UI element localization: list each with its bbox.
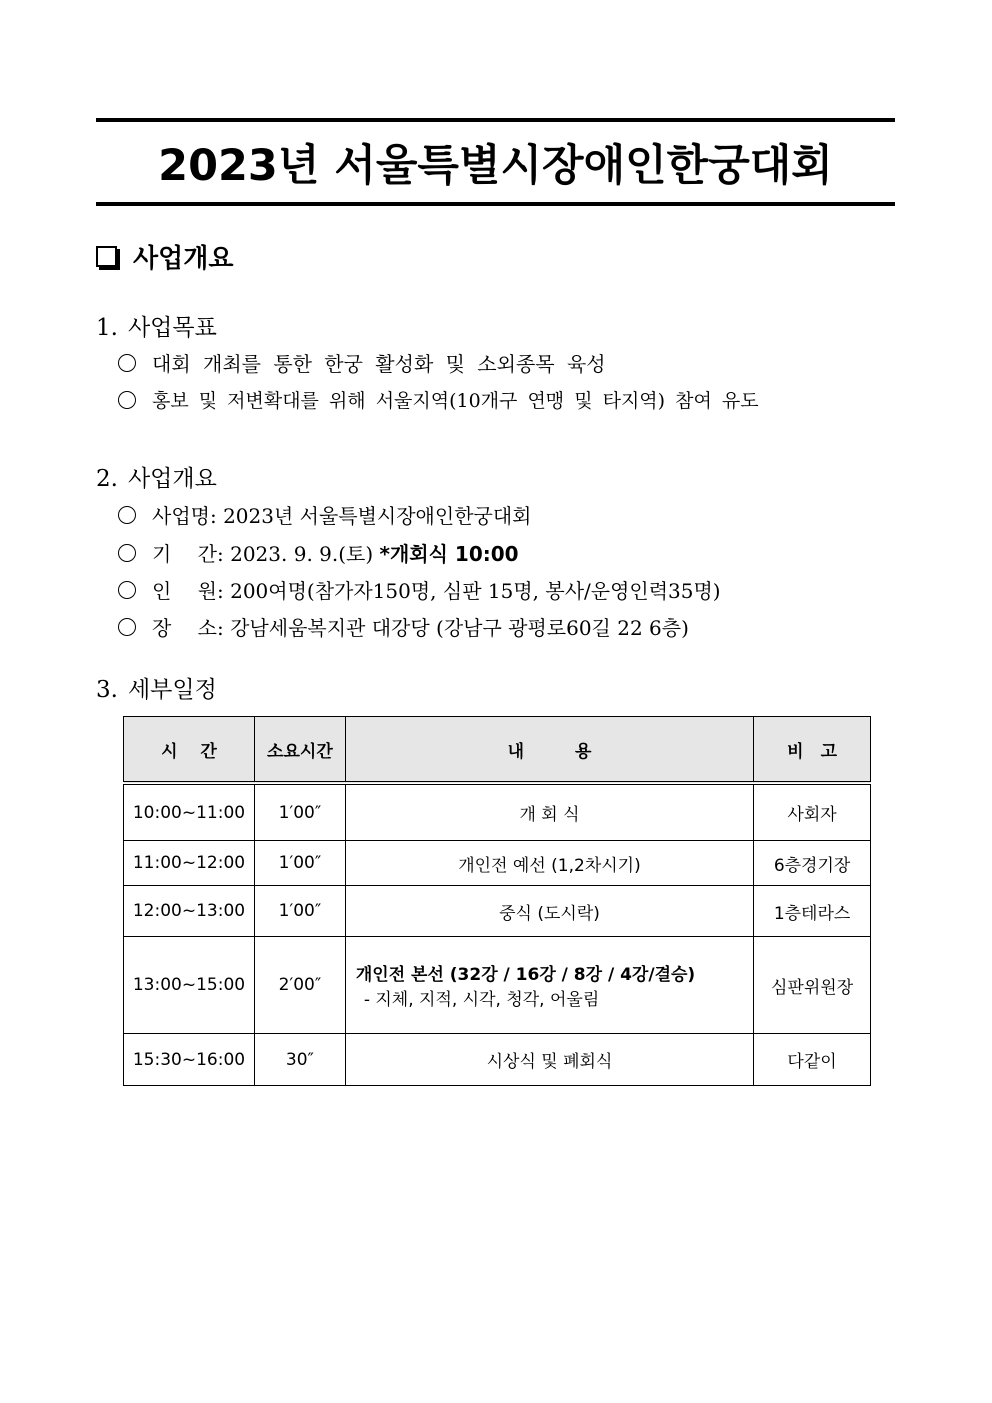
- table-row: [124, 937, 871, 1034]
- cell-note: 사회자: [754, 783, 871, 841]
- cell-note: 심판위원장: [754, 937, 871, 1034]
- document-title: 2023년 서울특별시장애인한궁대회: [158, 140, 833, 191]
- cell-time: 13:00~15:00: [124, 937, 255, 1034]
- cell-content-sub: - 지체, 지적, 시각, 청각, 어울림: [363, 990, 600, 1010]
- header-duration: 소요시간: [254, 717, 345, 784]
- goals-heading-label: 사업목표: [127, 315, 217, 341]
- cell-time: 12:00~13:00: [124, 886, 255, 937]
- header-time: 시 간: [124, 717, 255, 784]
- circle-bullet-icon: [118, 506, 136, 524]
- section-heading-label: 사업개요: [133, 244, 234, 274]
- cell-duration: 2′00″: [254, 937, 345, 1034]
- cell-content: 개 회 식: [345, 783, 753, 841]
- table-row: [124, 783, 871, 841]
- overview-heading: [96, 460, 217, 493]
- overview-extra: *개회식 10:00: [379, 542, 519, 566]
- cell-time: 10:00~11:00: [124, 783, 255, 841]
- goals-heading: [96, 309, 217, 342]
- circle-bullet-icon: [118, 544, 136, 562]
- cell-content: 개인전 예선 (1,2차시기): [345, 841, 753, 886]
- overview-item: [118, 612, 689, 641]
- overview-value: 200여명(참가자150명, 심판 15명, 봉사/운영인력35명): [230, 579, 721, 603]
- circle-bullet-icon: [118, 354, 136, 372]
- section-heading: [96, 238, 233, 275]
- overview-item: [118, 575, 721, 604]
- overview-value: 2023년 서울특별시장애인한궁대회: [223, 504, 532, 528]
- cell-duration: 30″: [254, 1034, 345, 1086]
- table-row: [124, 886, 871, 937]
- schedule-heading-label: 세부일정: [127, 677, 217, 703]
- overview-value: 2023. 9. 9.(토): [230, 542, 374, 566]
- table-row: [124, 1034, 871, 1086]
- goal-text: 대회 개최를 통한 한궁 활성화 및 소외종목 육성: [152, 352, 606, 376]
- overview-number: 2.: [96, 466, 118, 492]
- goals-number: 1.: [96, 315, 118, 341]
- cell-content: 중식 (도시락): [345, 886, 753, 937]
- cell-note: 다같이: [754, 1034, 871, 1086]
- cell-content: [345, 937, 753, 1034]
- cell-time: 15:30~16:00: [124, 1034, 255, 1086]
- cell-duration: 1′00″: [254, 841, 345, 886]
- cell-content-main: 개인전 본선 (32강 / 16강 / 8강 / 4강/결승): [355, 965, 696, 985]
- overview-label: 장 소:: [152, 616, 224, 640]
- cell-content: 시상식 및 폐회식: [345, 1034, 753, 1086]
- square-bullet-icon: [96, 246, 117, 267]
- cell-duration: 1′00″: [254, 886, 345, 937]
- cell-duration: 1′00″: [254, 783, 345, 841]
- overview-item: [118, 538, 519, 567]
- table-header-row: [124, 717, 871, 784]
- header-note: 비 고: [754, 717, 871, 784]
- cell-time: 11:00~12:00: [124, 841, 255, 886]
- overview-label: 인 원:: [152, 579, 224, 603]
- table-row: [124, 841, 871, 886]
- overview-label: 사업명:: [152, 504, 217, 528]
- circle-bullet-icon: [118, 581, 136, 599]
- schedule-number: 3.: [96, 677, 118, 703]
- goal-text: 홍보 및 저변확대를 위해 서울지역(10개구 연맹 및 타지역) 참여 유도: [152, 390, 759, 412]
- goal-item: [118, 386, 759, 413]
- schedule-heading: [96, 671, 217, 704]
- schedule-table: [123, 716, 871, 1086]
- goal-item: [118, 348, 606, 377]
- title-box: [96, 118, 895, 206]
- cell-note: 6층경기장: [754, 841, 871, 886]
- header-content: 내 용: [345, 717, 753, 784]
- overview-item: [118, 500, 531, 529]
- cell-note: 1층테라스: [754, 886, 871, 937]
- overview-value: 강남세움복지관 대강당 (강남구 광평로60길 22 6층): [230, 616, 689, 640]
- overview-label: 기 간:: [152, 542, 224, 566]
- overview-heading-label: 사업개요: [127, 466, 217, 492]
- circle-bullet-icon: [118, 391, 136, 409]
- circle-bullet-icon: [118, 618, 136, 636]
